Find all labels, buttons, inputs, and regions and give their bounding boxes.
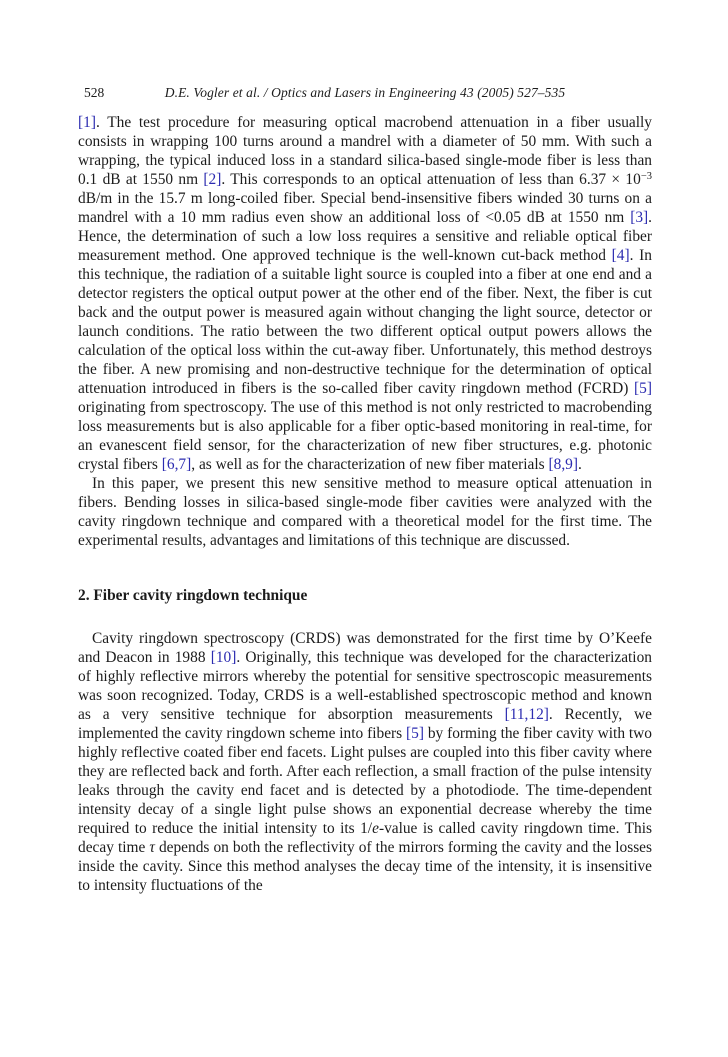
citation-link[interactable]: [5]	[406, 725, 424, 742]
citation-link[interactable]: [1]	[78, 114, 96, 131]
text-run: In this paper, we present this new sensitive method to measure optical attenuation in fibers. Bending losses in silica-based single-mode fiber cavities were analyzed with the cavity ringdown technique and compared with a theoretical model for the first time. The experimental results, advantages and limitations of this technique are discussed.	[78, 475, 652, 549]
citation-link[interactable]: [5]	[634, 380, 652, 397]
citation-link[interactable]: [10]	[210, 649, 237, 666]
text-run: originating from spectroscopy. The use of this method is not only restricted to macrobending loss measurements but is also applicable for a fiber optic-based monitoring in real-time, for an evanescent field sensor, for the characterization of new fiber structures, e.g. photonic crystal fibers	[78, 399, 652, 473]
running-title: D.E. Vogler et al. / Optics and Lasers in Engineering 43 (2005) 527–535	[164, 85, 566, 100]
article-body	[78, 113, 652, 895]
paragraph	[78, 629, 652, 895]
text-run: by forming the fiber cavity with two highly reflective coated fiber end facets. Light pulses are coupled into this fiber cavity where they are reflected back and forth. After each reflection, a small fraction of the pulse intensity leaks through the cavity end facet and is detected by a photodiode. The time-dependent intensity decay of a single light pulse shows an exponential decrease whereby the time required to reduce the initial intensity to its 1/	[78, 725, 652, 837]
citation-link[interactable]: [2]	[203, 171, 222, 188]
section-heading: 2. Fiber cavity ringdown technique	[78, 587, 308, 604]
citation-link[interactable]: [8,9]	[548, 456, 579, 473]
citation-link[interactable]: [11,12]	[504, 706, 549, 723]
superscript-exponent: −3	[640, 171, 652, 182]
citation-link[interactable]: [6,7]	[161, 456, 192, 473]
italic-text: τ	[149, 839, 155, 856]
text-run: Cavity ringdown spectroscopy (CRDS) was demonstrated for the first time by O’Keefe and Deacon in 1988	[78, 630, 652, 666]
text-run: .	[578, 456, 582, 473]
text-run: . Originally, this technique was developed for the characterization of highly reflective mirrors whereby the potential for sensitive spectroscopic measurements was soon recognized. Today, CRDS is a well-established spectroscopic method and known as a very sensitive technique for absorption measurements	[78, 649, 652, 723]
text-run: , as well as for the characterization of new fiber materials	[191, 456, 549, 473]
citation-link[interactable]: [3]	[630, 209, 649, 226]
page-number: 528	[84, 85, 105, 100]
text-run: . This corresponds to an optical attenuation of less than 6.37 × 10	[221, 171, 641, 188]
text-run: depends on both the reflectivity of the mirrors forming the cavity and the losses inside the cavity. Since this method analyses the decay time of the intensity, it is insensitive to intensity fluctuations of the	[78, 839, 652, 894]
text-run: . Recently, we implemented the cavity ringdown scheme into fibers	[78, 706, 652, 742]
paragraph	[78, 113, 652, 474]
text-run: . In this technique, the radiation of a suitable light source is coupled into a fiber at one end and a detector registers the optical output power at the other end of the fiber. Next, the fiber is cut back and the output power is measured again without changing the light source, detector or launch conditions. The ratio between the two different optical output powers allows the calculation of the optical loss within the cut-away fiber. Unfortunately, this method destroys the fiber. A new promising and non-destructive technique for the determination of optical attenuation introduced in fibers is the so-called fiber cavity ringdown method (FCRD)	[78, 247, 652, 397]
italic-text: e	[372, 820, 379, 837]
paragraph	[78, 474, 652, 550]
running-head	[78, 84, 652, 102]
text-run: . Hence, the determination of such a low loss requires a sensitive and reliable optical fiber measurement method. One approved technique is the well-known cut-back method	[78, 209, 652, 264]
text-run: dB/m in the 15.7 m long-coiled fiber. Special bend-insensitive fibers winded 30 turns on a mandrel with a 10 mm radius even show an additional loss of <0.05 dB at 1550 nm	[78, 190, 652, 226]
citation-link[interactable]: [4]	[611, 247, 630, 264]
text-run: -value is called cavity ringdown time. This decay time	[78, 820, 652, 856]
text-run: . The test procedure for measuring optical macrobend attenuation in a fiber usually consists in wrapping 100 turns around a mandrel with a diameter of 50 mm. With such a wrapping, the typical induced loss in a standard silica-based single-mode fiber is less than 0.1 dB at 1550 nm	[78, 114, 652, 188]
